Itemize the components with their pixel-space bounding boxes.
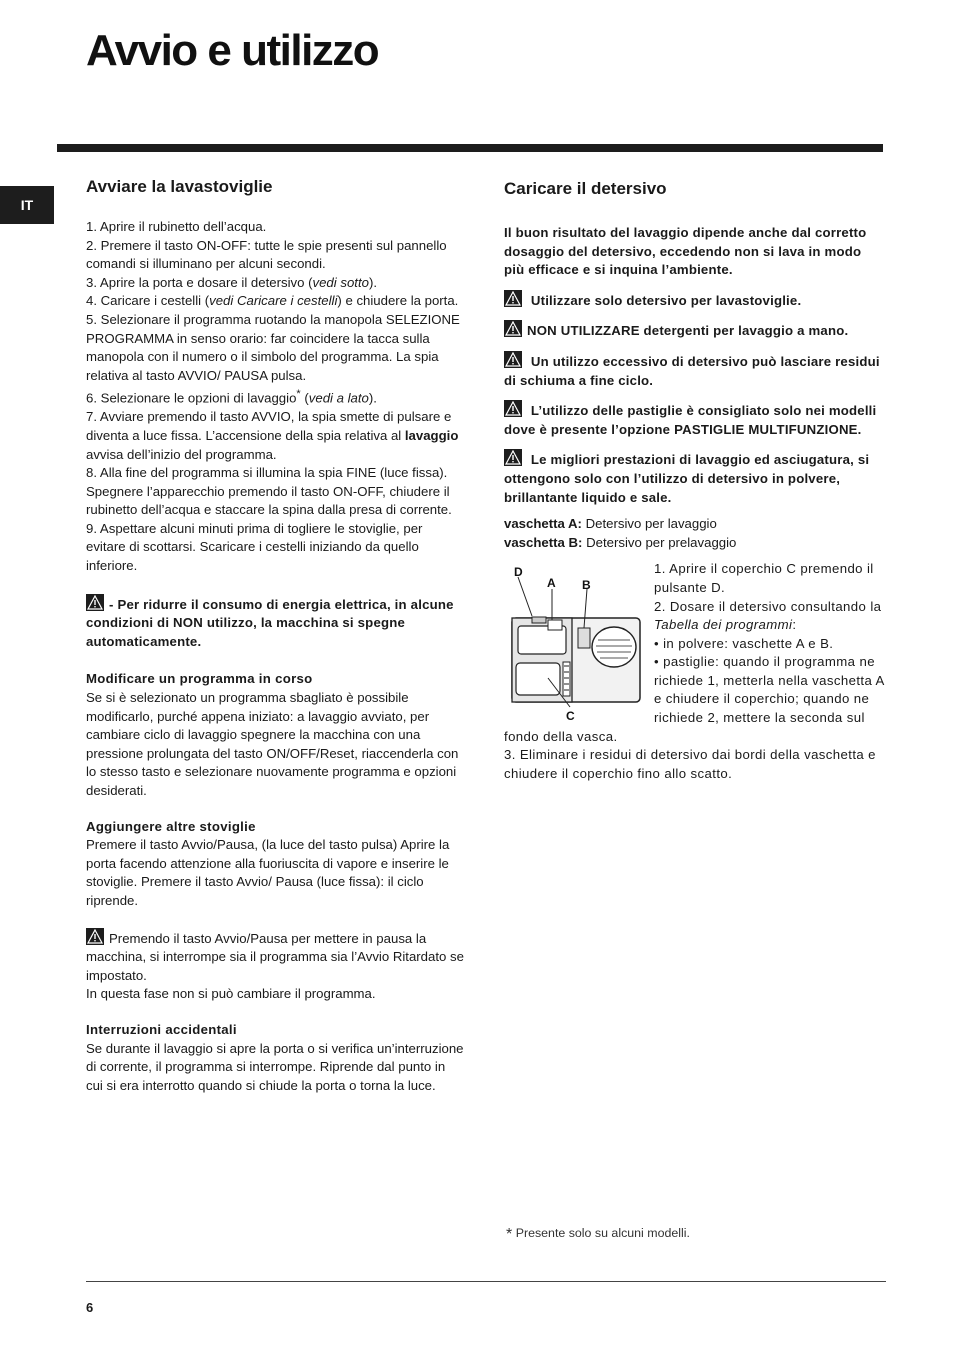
dispenser-section [504, 560, 884, 783]
right-column [504, 178, 884, 783]
step-6: 6. Selezionare le opzioni di lavaggio* (vedi a lato). [86, 388, 377, 406]
warning-icon [504, 320, 522, 337]
warning-icon [86, 594, 104, 611]
add-text: Premere il tasto Avvio/Pausa, (la luce del tasto pulsa) Aprire la porta facendo attenzione alla fuoriuscita di vapore e inserire le stoviglie. Premere il tasto Avvio/ Pausa (luce fissa): il ciclo riprende. [86, 837, 450, 908]
energy-warning: - Per ridurre il consumo di energia elettrica, in alcune condizioni di NON utilizzo, la macchina si spegne automaticamente. [86, 594, 464, 652]
dispenser-step-1: 1. Aprire il coperchio C premendo il pulsante D. [654, 561, 874, 595]
dispenser-step-2: 2. Dosare il detersivo consultando la Tabella dei programmi: [654, 598, 882, 633]
header-rule [57, 144, 883, 152]
modify-text: Se si è selezionato un programma sbagliato è possibile modificarlo, purché appena iniziato: a lavaggio avviato, per cambiare ciclo di lavaggio spegnere la macchina con una pressione prolungata del tasto ON/OFF/Reset, riaccenderla con lo stesso tasto e selezionare nuovamente programma e opzioni desiderati. [86, 690, 459, 799]
label-c: C [566, 709, 575, 724]
dispenser-bullet-tablets: • pastiglie: quando il programma ne richiede 1, metterla nella vaschetta A e chiudere il coperchio; quando ne richiede 2, mettere la seconda sul fondo della vasca. [504, 654, 884, 744]
page-title: Avvio e utilizzo [86, 26, 379, 75]
step-2: 2. Premere il tasto ON-OFF: tutte le spie presenti sul pannello comandi si illuminano per alcuni secondi. [86, 237, 447, 272]
warning-item: Le migliori prestazioni di lavaggio ed asciugatura, si ottengono solo con l’utilizzo di detersivo in polvere, brillantante liquido e sale. [504, 449, 884, 507]
page-number: 6 [86, 1300, 94, 1315]
warning-item: L’utilizzo delle pastiglie è consigliato solo nei modelli dove è presente l’opzione PASTIGLIE MULTIFUNZIONE. [504, 400, 884, 439]
step-9: 9. Aspettare alcuni minuti prima di togliere le stoviglie, per evitare di scottarsi. Scaricare i cestelli iniziando da quello inferiore. [86, 520, 423, 574]
vaschetta-b: vaschetta B: Detersivo per prelavaggio [504, 534, 737, 550]
label-b: B [582, 578, 591, 593]
interrupt-text: Se durante il lavaggio si apre la porta o si verifica un’interruzione di corrente, il programma si interrompe. Riprende dal punto in cui si era interrotto quando si chiude la porta o torna la luce. [86, 1040, 464, 1093]
pause-warning: Premendo il tasto Avvio/Pausa per mettere in pausa la macchina, si interrompe sia il programma sia l’Avvio Ritardato se impostato. [86, 928, 464, 986]
modify-heading: Modificare un programma in corso [86, 671, 313, 687]
add-heading: Aggiungere altre stoviglie [86, 818, 256, 834]
language-tab: IT [0, 186, 54, 224]
label-a: A [547, 576, 556, 591]
section-heading-detergent: Caricare il detersivo [504, 179, 667, 198]
section-heading-start: Avviare la lavastoviglie [86, 177, 273, 196]
vaschetta-a: vaschetta A: Detersivo per lavaggio [504, 516, 717, 532]
footnote-star: * [506, 1226, 513, 1243]
warning-icon [504, 400, 522, 417]
warning-icon [504, 351, 522, 368]
interrupt-heading: Interruzioni accidentali [86, 1021, 237, 1037]
warning-item: Utilizzare solo detersivo per lavastoviglie. [504, 290, 884, 311]
step-1: 1. Aprire il rubinetto dell’acqua. [86, 219, 267, 234]
warning-icon [504, 290, 522, 307]
step-5: 5. Selezionare il programma ruotando la manopola SELEZIONE PROGRAMMA in senso orario: far coincidere la tacca sulla manopola con il numero o il simbolo del programma. La spia relativa al tasto AVVIO/ PAUSA pulsa. [86, 311, 460, 383]
detergent-intro: Il buon risultato del lavaggio dipende anche dal corretto dosaggio del detersivo, eccedendo non si lava in modo più efficace e si inquina l’ambiente. [504, 225, 867, 278]
step-7: 7. Avviare premendo il tasto AVVIO, la spia smette di pulsare e diventa a luce fissa. L’accensione della spia relativa al lavaggio avvisa dell’inizio del programma. [86, 409, 459, 462]
step-8: 8. Alla fine del programma si illumina la spia FINE (luce fissa). Spegnere l’apparecchio premendo il tasto ON-OFF, chiudere il rubinetto dell’acqua e staccare la spina dalla presa di corrente. [86, 465, 452, 518]
pause-note: In questa fase non si può cambiare il programma. [86, 986, 376, 1002]
footnote-star: * [296, 388, 301, 401]
warning-icon [504, 449, 522, 466]
warning-item: NON UTILIZZARE detergenti per lavaggio a mano. [504, 320, 884, 341]
footer-rule [86, 1281, 886, 1282]
label-d: D [514, 565, 523, 580]
step-4: 4. Caricare i cestelli (vedi Caricare i cestelli) e chiudere la porta. [86, 293, 459, 309]
dispenser-step-3: 3. Eliminare i residui di detersivo dai bordi della vaschetta e chiudere il coperchio fino allo scatto. [504, 747, 876, 781]
warning-icon [86, 928, 104, 945]
detergent-dispenser-illustration [504, 560, 654, 725]
warning-item: Un utilizzo eccessivo di detersivo può lasciare residui di schiuma a fine ciclo. [504, 351, 884, 390]
left-column [86, 176, 464, 1095]
dispenser-bullet-powder: • in polvere: vaschette A e B. [654, 635, 834, 651]
step-3: 3. Aprire la porta e dosare il detersivo (vedi sotto). [86, 274, 378, 290]
footnote: * Presente solo su alcuni modelli. [506, 1226, 690, 1243]
